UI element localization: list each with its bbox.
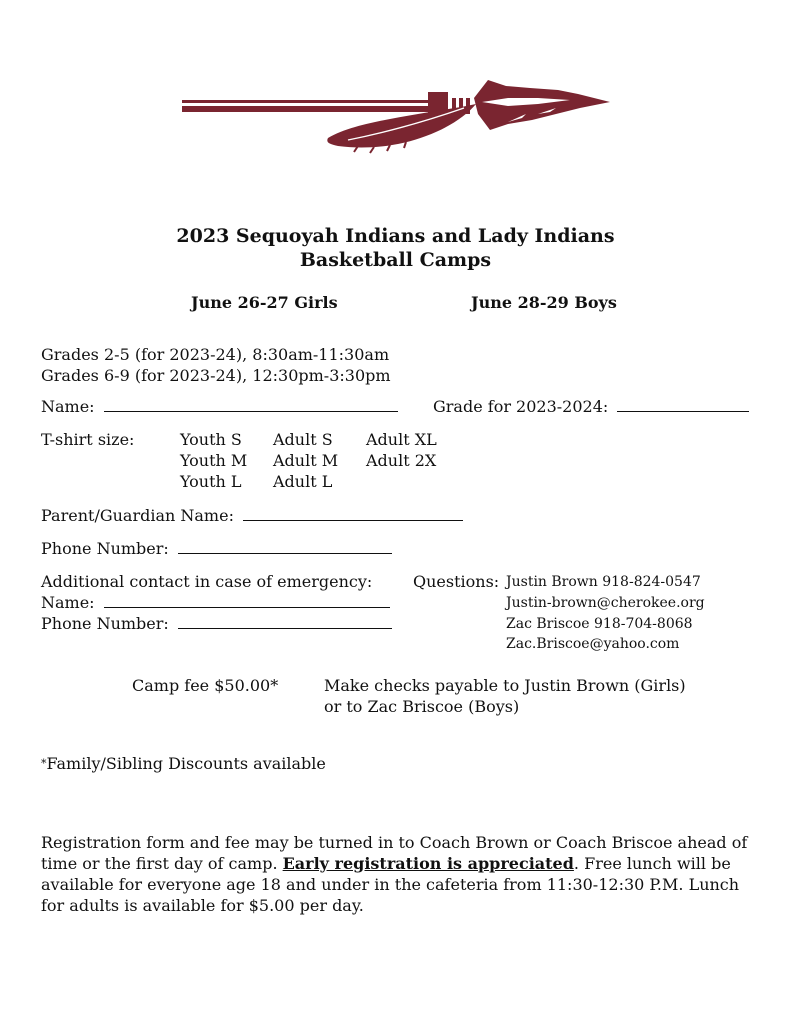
phone-input-line[interactable] bbox=[178, 539, 392, 554]
girls-camp-dates: June 26-27 Girls bbox=[191, 293, 338, 312]
emergency-phone-label: Phone Number: bbox=[41, 614, 169, 633]
emergency-contact-label: Additional contact in case of emergency: bbox=[41, 572, 373, 591]
registration-info-part-2: . Free lunch will be available for everyone age 18 and under in the cafeteria from 11:30-12:30 P.M. Lunch for adults is available for $5.00 per day. bbox=[41, 854, 740, 915]
name-input-line[interactable] bbox=[104, 397, 398, 412]
emergency-phone-input-line[interactable] bbox=[178, 614, 392, 629]
tshirt-size-adult-l: Adult L bbox=[273, 472, 333, 491]
checks-payable-line-2: or to Zac Briscoe (Boys) bbox=[324, 697, 520, 716]
tshirt-size-youth-m: Youth M bbox=[180, 451, 248, 470]
camp-fee: Camp fee $50.00* bbox=[132, 676, 279, 695]
tshirt-size-adult-xl: Adult XL bbox=[366, 430, 437, 449]
tshirt-size-adult-s: Adult S bbox=[273, 430, 333, 449]
discount-text: Family/Sibling Discounts available bbox=[46, 754, 326, 773]
parent-label: Parent/Guardian Name: bbox=[41, 506, 234, 525]
grade-label: Grade for 2023-2024: bbox=[433, 397, 609, 416]
tshirt-label: T-shirt size: bbox=[41, 430, 135, 449]
parent-row bbox=[41, 505, 463, 526]
parent-input-line[interactable] bbox=[243, 506, 463, 521]
contact-justin-email[interactable]: Justin-brown@cherokee.org bbox=[506, 595, 705, 611]
tshirt-size-youth-s: Youth S bbox=[180, 430, 242, 449]
tshirt-size-adult-m: Adult M bbox=[273, 451, 339, 470]
spearhead bbox=[474, 80, 610, 130]
contact-justin-phone: Justin Brown 918-824-0547 bbox=[506, 574, 701, 590]
early-registration-emphasis: Early registration is appreciated bbox=[282, 854, 574, 873]
emergency-phone-row bbox=[41, 613, 392, 634]
grade-input-line[interactable] bbox=[617, 397, 749, 412]
contact-zac-email[interactable]: Zac.Briscoe@yahoo.com bbox=[506, 636, 680, 652]
page-title-line-1: 2023 Sequoyah Indians and Lady Indians bbox=[176, 225, 615, 247]
registration-info-paragraph bbox=[41, 832, 753, 916]
emergency-name-input-line[interactable] bbox=[104, 593, 390, 608]
tshirt-size-youth-l: Youth L bbox=[180, 472, 242, 491]
name-label: Name: bbox=[41, 397, 95, 416]
page-title-line-2: Basketball Camps bbox=[299, 249, 492, 271]
contact-zac-phone: Zac Briscoe 918-704-8068 bbox=[506, 616, 693, 632]
grades-line-1: Grades 2-5 (for 2023-24), 8:30am-11:30am bbox=[41, 345, 390, 364]
grades-line-2: Grades 6-9 (for 2023-24), 12:30pm-3:30pm bbox=[41, 366, 391, 385]
questions-label: Questions: bbox=[413, 572, 500, 591]
emergency-name-label: Name: bbox=[41, 593, 95, 612]
discount-note bbox=[41, 753, 326, 774]
emergency-name-row bbox=[41, 592, 390, 613]
tshirt-size-adult-2x: Adult 2X bbox=[366, 451, 437, 470]
phone-label: Phone Number: bbox=[41, 539, 169, 558]
grade-row bbox=[433, 396, 749, 417]
phone-row bbox=[41, 538, 392, 559]
discount-asterisk: * bbox=[41, 757, 47, 770]
name-row bbox=[41, 396, 398, 417]
registration-info-part-1: Registration form and fee may be turned in to Coach Brown or Coach Briscoe ahead of time or the first day of camp. bbox=[41, 833, 748, 873]
spear-feather-logo bbox=[178, 74, 618, 156]
boys-camp-dates: June 28-29 Boys bbox=[471, 293, 617, 312]
checks-payable-line-1: Make checks payable to Justin Brown (Girls) bbox=[324, 676, 686, 695]
